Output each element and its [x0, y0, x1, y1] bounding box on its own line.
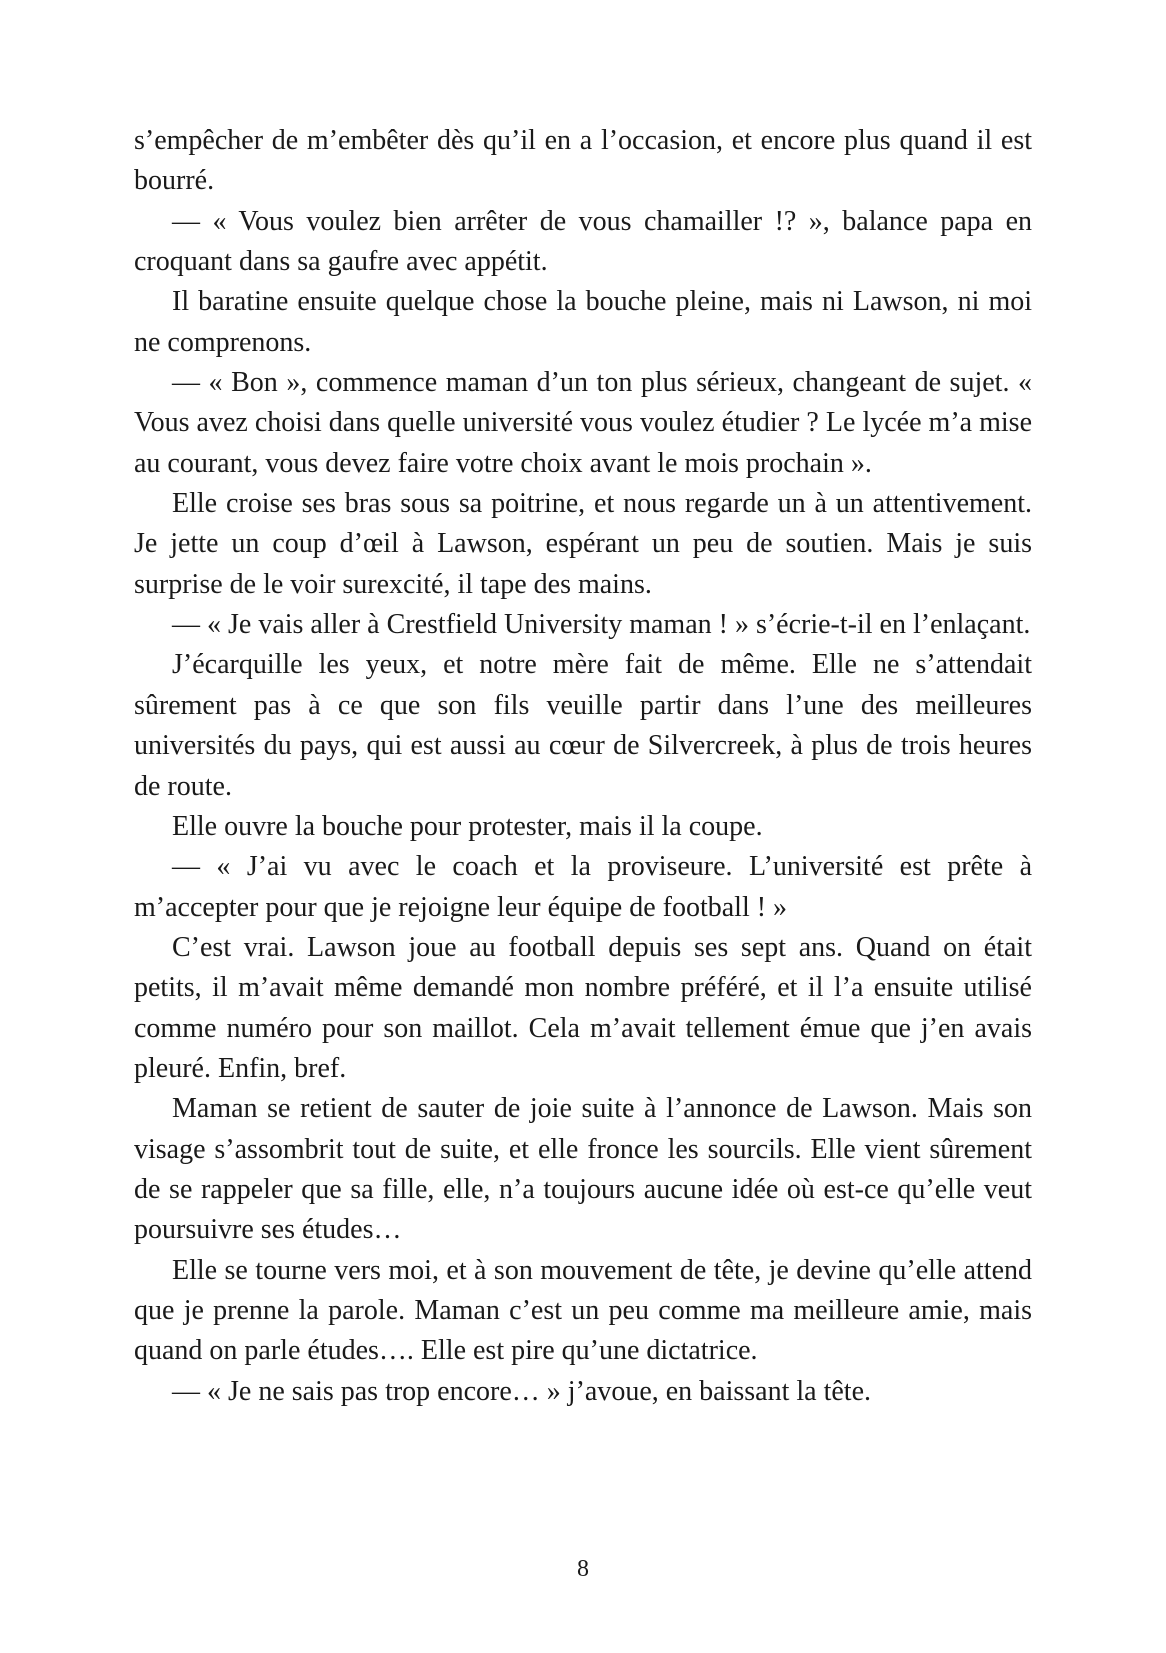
paragraph: Maman se retient de sauter de joie suite à l’annonce de Lawson. Mais son visage s’assombrit tout de suite, et elle fronce les sourcils. Elle vient sûrement de se rappeler que sa fille, elle, n’a toujours aucune idée où est-ce qu’elle veut poursuivre ses études…	[134, 1093, 1032, 1246]
paragraph: Il baratine ensuite quelque chose la bouche pleine, mais ni Lawson, ni moi ne comprenons.	[134, 286, 1032, 358]
paragraph: Elle ouvre la bouche pour protester, mais il la coupe.	[172, 810, 763, 842]
paragraph: Elle se tourne vers moi, et à son mouvement de tête, je devine qu’elle attend que je prenne la parole. Maman c’est un peu comme ma meilleure amie, mais quand on parle études…. Elle est pire qu’une dictatrice.	[134, 1254, 1032, 1367]
paragraph: — « J’ai vu avec le coach et la proviseure. L’université est prête à m’accepter pour que je rejoigne leur équipe de football ! »	[134, 851, 1032, 923]
paragraph: Elle croise ses bras sous sa poitrine, et nous regarde un à un attentivement. Je jette un coup d’œil à Lawson, espérant un peu de soutien. Mais je suis surprise de le voir surexcité, il tape des mains.	[134, 488, 1032, 600]
paragraph: — « Bon », commence maman d’un ton plus sérieux, changeant de sujet. « Vous avez choisi dans quelle université vous voulez étudier ? Le lycée m’a mise au courant, vous devez faire votre choix avant le mois prochain ».	[134, 367, 1032, 479]
paragraph: — « Vous voulez bien arrêter de vous chamailler !? », balance papa en croquant dans sa gaufre avec appétit.	[134, 205, 1032, 278]
paragraph: C’est vrai. Lawson joue au football depuis ses sept ans. Quand on était petits, il m’avait même demandé mon nombre préféré, et il l’a ensuite utilisé comme numéro pour son maillot. Cela m’avait tellement émue que j’en avais pleuré. Enfin, bref.	[134, 931, 1032, 1084]
paragraph: — « Je ne sais pas trop encore… » j’avoue, en baissant la tête.	[172, 1375, 872, 1407]
paragraph: — « Je vais aller à Crestfield University maman ! » s’écrie-t-il en l’enlaçant.	[172, 609, 1031, 641]
page-number: 8	[577, 1556, 589, 1582]
paragraph: s’empêcher de m’embêter dès qu’il en a l’occasion, et encore plus quand il est bourré.	[134, 125, 1032, 197]
paragraph: J’écarquille les yeux, et notre mère fait de même. Elle ne s’attendait sûrement pas à ce que son fils veuille partir dans l’une des meilleures universités du pays, qui est aussi au cœur de Silvercreek, à plus de trois heures de route.	[134, 649, 1032, 802]
body-text	[134, 121, 1032, 1412]
